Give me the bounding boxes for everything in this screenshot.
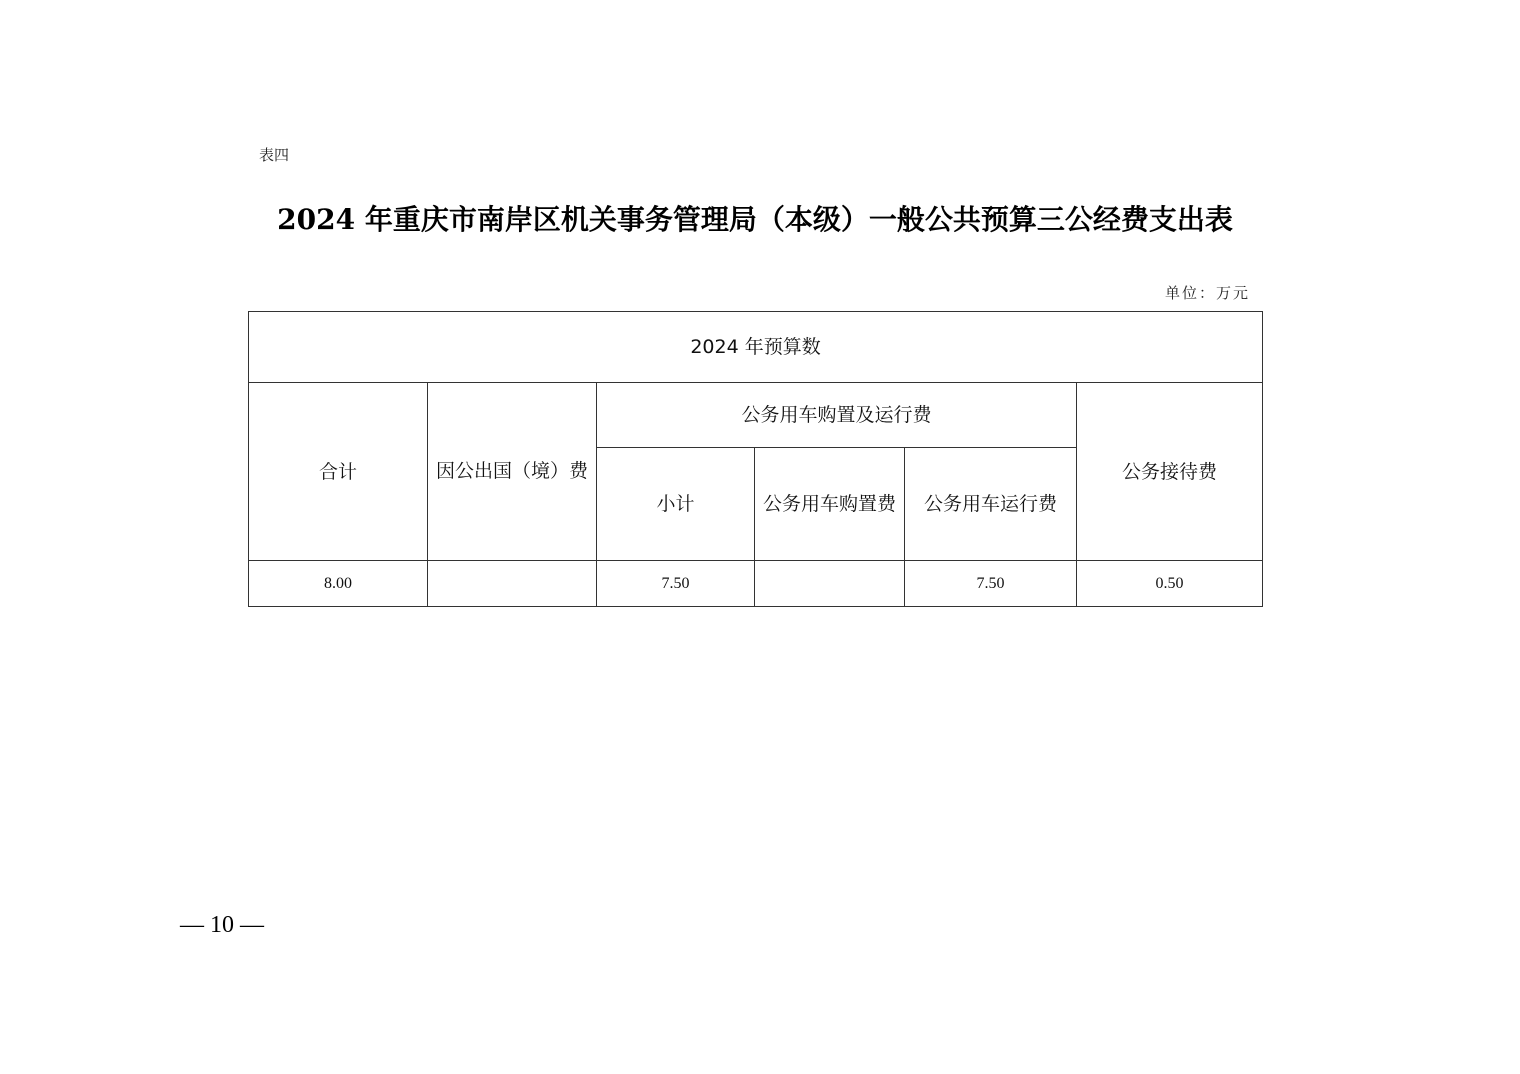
document-title: 2024 年重庆市南岸区机关事务管理局（本级）一般公共预算三公经费支出表 [277, 203, 1233, 236]
abroad-value [428, 561, 597, 607]
table-label: 表四 [259, 146, 290, 164]
page-number: — 10 — [180, 912, 264, 938]
vehicle-purchase-value [755, 561, 905, 607]
vehicle-operation-header: 公务用车运行费 [905, 448, 1077, 561]
reception-column-header: 公务接待费 [1077, 383, 1263, 561]
abroad-column-label: 因公出国（境）费 [435, 460, 588, 482]
vehicle-group-header: 公务用车购置及运行费 [597, 383, 1077, 448]
vehicle-subtotal-value: 7.50 [597, 561, 755, 607]
unit-label: 单位：万元 [1164, 284, 1250, 302]
column-header-row [249, 383, 1263, 448]
table-header-row [249, 312, 1263, 383]
vehicle-subtotal-header: 小计 [597, 448, 755, 561]
total-column-header: 合计 [249, 383, 428, 561]
vehicle-purchase-header [755, 448, 905, 561]
budget-table [248, 311, 1263, 607]
vehicle-operation-value: 7.50 [905, 561, 1077, 607]
abroad-column-header [428, 383, 597, 561]
table-row [249, 561, 1263, 607]
total-value: 8.00 [249, 561, 428, 607]
reception-value: 0.50 [1077, 561, 1263, 607]
vehicle-purchase-label: 公务用车购置费 [762, 493, 896, 515]
budget-year-header: 2024 年预算数 [249, 312, 1263, 383]
